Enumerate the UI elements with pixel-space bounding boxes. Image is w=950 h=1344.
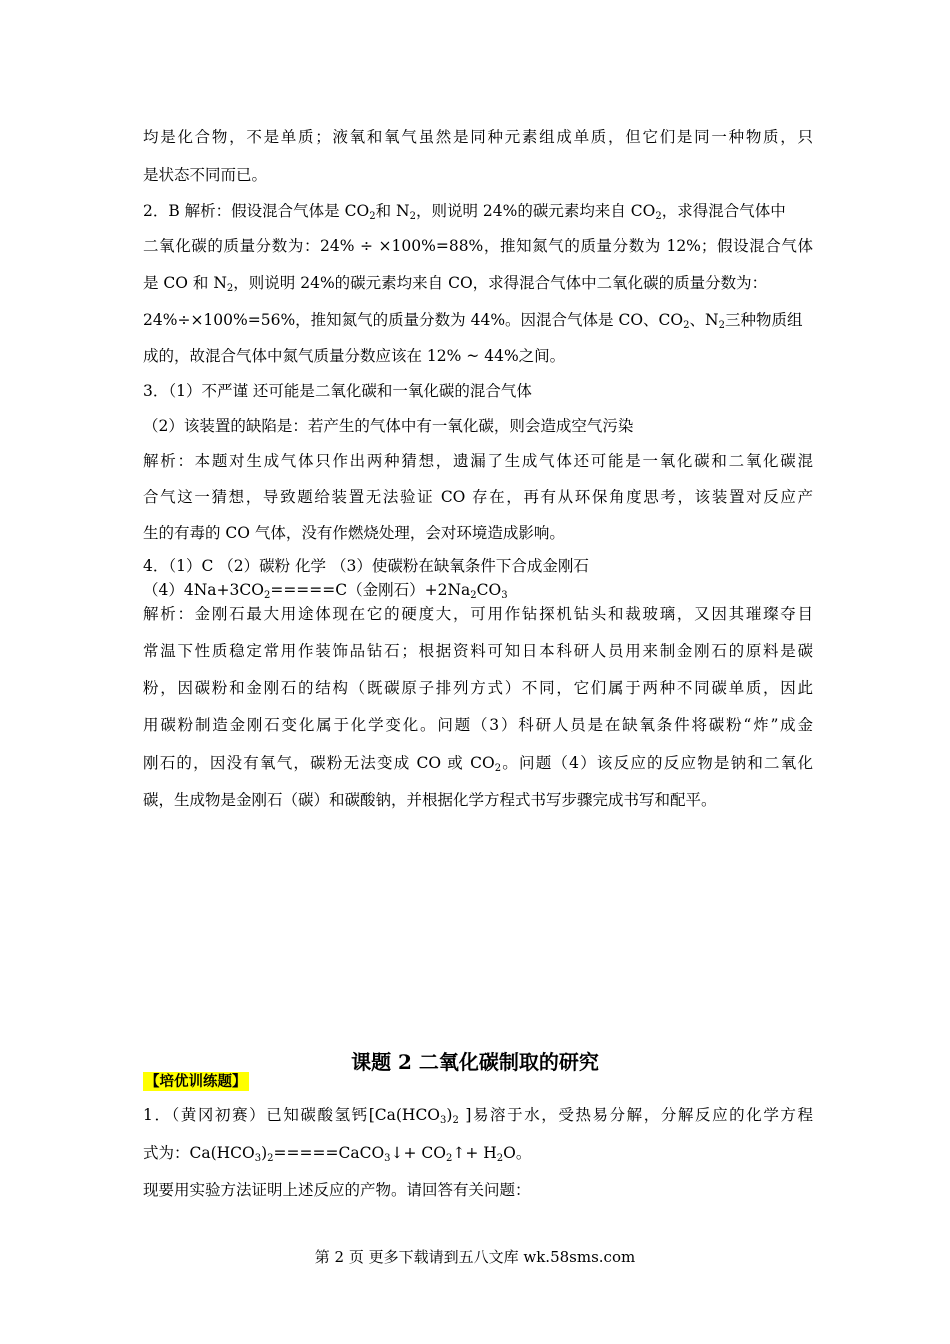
exercise-1-equation: 式为：$Ca(HCO_3)_2=====CaCO_3↓+$ $CO_2↑+ H_2O$。 bbox=[143, 1144, 532, 1164]
answer-3-line-1: 3．（1）不严谨 还可能是二氧化碳和一氧化碳的混合气体 bbox=[143, 382, 532, 400]
answer-2-line-5: 成的，故混合气体中氮气质量分数应该在 12% ~ 44%之间。 bbox=[143, 347, 566, 365]
answer-4-line-7: 刚石的，因没有氧气，碳粉无法变成 CO 或 $CO_2$。问题（4）该反应的反应物是钠和二氧化 bbox=[143, 754, 813, 774]
answer-4-equation: $(4)4Na+3CO_2=====C$（金刚石）$+2Na_2CO_3$ bbox=[143, 581, 508, 601]
answer-4-line-4: 常温下性质稳定常用作装饰品钻石；根据资料可知日本科研人员用来制金刚石的原料是碳 bbox=[143, 642, 813, 660]
answer-2-line-1: 2．B 解析：假设混合气体是 $CO_2$和 $N_2$，则说明 24%的碳元素均来自 $CO_2$，求得混合气体中 bbox=[143, 202, 786, 222]
answer-4-line-6: 用碳粉制造金刚石变化属于化学变化。问题（3）科研人员是在缺氧条件将碳粉“炸”成金 bbox=[143, 716, 813, 734]
section-title: 课题 2 二氧化碳制取的研究 bbox=[351, 1050, 599, 1074]
answer-3-line-3: 解析：本题对生成气体只作出两种猜想，遗漏了生成气体还可能是一氧化碳和二氧化碳混 bbox=[143, 452, 813, 470]
exercise-1-line-3: 现要用实验方法证明上述反应的产物。请回答有关问题： bbox=[143, 1181, 531, 1199]
paragraph-line: 是状态不同而已。 bbox=[143, 166, 268, 184]
section-tag: 【培优训练题】 bbox=[145, 1073, 247, 1090]
exercise-1-line-1: 1．（黄冈初赛）已知碳酸氢钙[$Ca(HCO_3)_2$ ]易溶于水，受热易分解，分解反应的化学方程 bbox=[143, 1106, 813, 1126]
answer-4-line-8: 碳，生成物是金刚石（碳）和碳酸钠，并根据化学方程式书写步骤完成书写和配平。 bbox=[143, 791, 717, 809]
page-footer: 第 2 页 更多下载请到五八文库 wk.58sms.com bbox=[314, 1248, 636, 1266]
answer-2-line-2: 二氧化碳的质量分数为：24% ÷ ×100%=88%，推知氮气的质量分数为 12%；假设混合气体 bbox=[143, 237, 813, 255]
answer-4-line-1: 4．（1）C （2）碳粉 化学 （3）使碳粉在缺氧条件下合成金刚石 bbox=[143, 557, 589, 575]
answer-4-line-5: 粉，因碳粉和金刚石的结构（既碳原子排列方式）不同，它们属于两种不同碳单质，因此 bbox=[143, 679, 813, 697]
answer-3-line-5: 生的有毒的 CO 气体，没有作燃烧处理，会对环境造成影响。 bbox=[143, 524, 565, 542]
answer-2-line-3: 是 CO 和 $N_2$，则说明 24%的碳元素均来自 CO，求得混合气体中二氧化碳的质量分数为： bbox=[143, 274, 768, 294]
answer-2-line-4: 24%÷×100%=56%，推知氮气的质量分数为 44%。因混合气体是 CO、$CO_2$、$N_2$三种物质组 bbox=[143, 311, 803, 331]
answer-4-line-3: 解析：金刚石最大用途体现在它的硬度大，可用作钻探机钻头和裁玻璃，又因其璀璨夺目 bbox=[143, 605, 813, 623]
paragraph-line: 均是化合物，不是单质；液氧和氧气虽然是同种元素组成单质，但它们是同一种物质，只 bbox=[143, 128, 813, 146]
answer-3-line-2: （2）该装置的缺陷是：若产生的气体中有一氧化碳，则会造成空气污染 bbox=[143, 417, 634, 435]
answer-3-line-4: 合气这一猜想，导致题给装置无法验证 CO 存在，再有从环保角度思考，该装置对反应产 bbox=[143, 488, 813, 506]
